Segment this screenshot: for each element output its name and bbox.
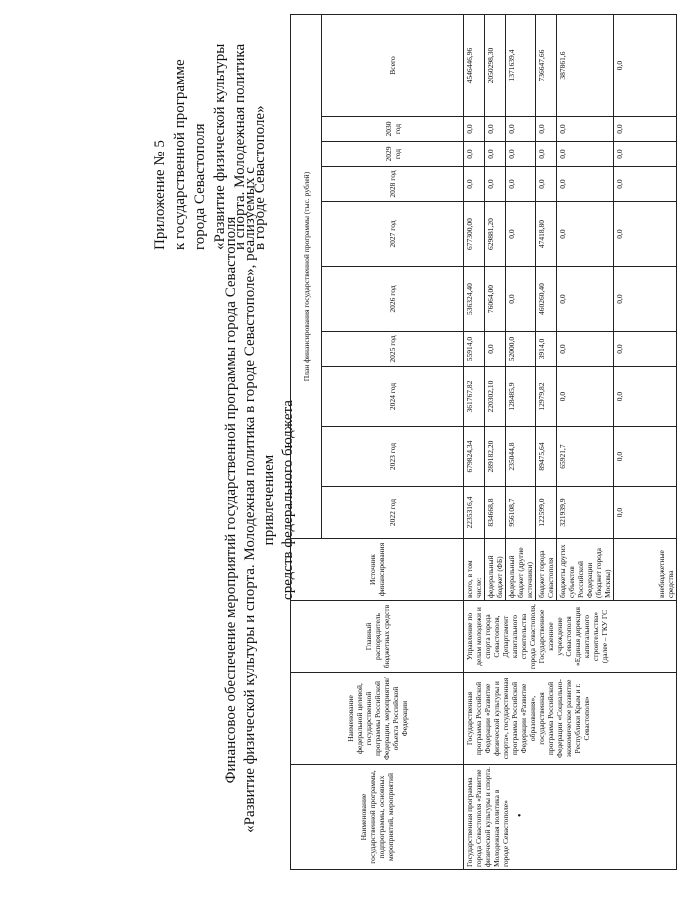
total-cell: 0,0 bbox=[614, 14, 677, 116]
title-line: средств федерального бюджета bbox=[280, 400, 296, 600]
value-cell: 89475,64 bbox=[536, 427, 557, 487]
value-cell: 460260,40 bbox=[536, 267, 557, 332]
header-year: 2025 год bbox=[322, 332, 464, 367]
value-cell: 0,0 bbox=[557, 142, 614, 167]
source-cell: федеральный бюджет (ФБ) bbox=[485, 539, 506, 601]
value-cell: 0,0 bbox=[614, 117, 677, 142]
value-cell: 0,0 bbox=[506, 267, 536, 332]
value-cell: 3914,0 bbox=[536, 332, 557, 367]
header-year: 2024 год bbox=[322, 367, 464, 427]
value-cell: 0,0 bbox=[557, 332, 614, 367]
value-cell: 235044,8 bbox=[506, 427, 536, 487]
value-cell: 0,0 bbox=[614, 367, 677, 427]
value-cell: 0,0 bbox=[614, 267, 677, 332]
value-cell: 0,0 bbox=[485, 332, 506, 367]
value-cell: 0,0 bbox=[614, 167, 677, 202]
value-cell: 0,0 bbox=[506, 202, 536, 267]
bullet-mark: • bbox=[515, 813, 526, 817]
value-cell: 0,0 bbox=[506, 167, 536, 202]
header-source: Источник финансирования bbox=[291, 539, 464, 601]
total-cell: 387861,6 bbox=[557, 14, 614, 116]
value-cell: 0,0 bbox=[485, 167, 506, 202]
value-cell: 361767,82 bbox=[464, 367, 485, 427]
financing-table bbox=[290, 14, 677, 870]
value-cell: 220302,10 bbox=[485, 367, 506, 427]
manager-cell: Управление по делам молодежи и спорта города Севастополя, Департамент капитального строительства города Севастополя, Государственное казенное учреждение Севастополя «Единая дирекция капитального строительства» (далее – ГКУ ГС bbox=[464, 601, 677, 673]
value-cell: 0,0 bbox=[536, 117, 557, 142]
program-name: Государственная программа города Севастополя «Развитие физической культуры и спорта. Молодежная политика в городе Севастополе» bbox=[465, 766, 510, 867]
value-cell: 289182,20 bbox=[485, 427, 506, 487]
header-year: 2026 год bbox=[322, 267, 464, 332]
appendix-line: и спорта. Молодежная политика bbox=[232, 43, 248, 250]
table-row bbox=[464, 14, 485, 869]
value-cell: 65921,7 bbox=[557, 427, 614, 487]
value-cell: 0,0 bbox=[614, 202, 677, 267]
value-cell: 52000,0 bbox=[506, 332, 536, 367]
appendix-line: «Развитие физической культуры bbox=[212, 43, 228, 250]
value-cell: 12979,82 bbox=[536, 367, 557, 427]
document-title bbox=[222, 135, 298, 865]
program-name-cell bbox=[464, 765, 677, 870]
value-cell: 0,0 bbox=[557, 167, 614, 202]
value-cell: 0,0 bbox=[614, 487, 677, 539]
value-cell: 0,0 bbox=[464, 117, 485, 142]
total-cell: 736647,66 bbox=[536, 14, 557, 116]
total-cell: 4546446,96 bbox=[464, 14, 485, 116]
title-line: Финансовое обеспечение мероприятий государственной программы города Севастополя bbox=[223, 216, 239, 784]
value-cell: 0,0 bbox=[614, 332, 677, 367]
value-cell: 321939,9 bbox=[557, 487, 614, 539]
value-cell: 0,0 bbox=[557, 117, 614, 142]
header-year: 2030 год bbox=[322, 117, 464, 142]
value-cell: 0,0 bbox=[464, 167, 485, 202]
value-cell: 122599,0 bbox=[536, 487, 557, 539]
value-cell: 0,0 bbox=[557, 202, 614, 267]
value-cell: 536324,40 bbox=[464, 267, 485, 332]
federal-program-cell: Государственная программа Российской Федерации «Развитие физической культуры и спорта», государственная программа Российской Федерации «Развитие образования», государственная программа Российской Федерации «Социально-экономическое развитие Республики Крым и г. Севастополя» bbox=[464, 673, 677, 765]
header-year: 2029 год bbox=[322, 142, 464, 167]
value-cell: 956108,7 bbox=[506, 487, 536, 539]
header-name: Наименование государственной программы, подпрограммы, основных мероприятий, мероприятий bbox=[291, 765, 464, 870]
source-cell: всего, в том числе: bbox=[464, 539, 485, 601]
appendix-line: в городе Севастополе» bbox=[252, 105, 268, 250]
value-cell: 0,0 bbox=[536, 167, 557, 202]
value-cell: 0,0 bbox=[464, 142, 485, 167]
value-cell: 834668,8 bbox=[485, 487, 506, 539]
value-cell: 128485,9 bbox=[506, 367, 536, 427]
value-cell: 0,0 bbox=[614, 142, 677, 167]
value-cell: 0,0 bbox=[506, 142, 536, 167]
value-cell: 2235316,4 bbox=[464, 487, 485, 539]
header-plan: План финансирования государственной программы (тыс. рублей) bbox=[291, 14, 322, 538]
value-cell: 47418,80 bbox=[536, 202, 557, 267]
appendix-line: к государственной программе bbox=[172, 59, 188, 250]
total-cell: 2050298,30 bbox=[485, 14, 506, 116]
header-total: Всего bbox=[322, 14, 464, 116]
value-cell: 0,0 bbox=[485, 142, 506, 167]
value-cell: 677300,00 bbox=[464, 202, 485, 267]
header-year: 2028 год bbox=[322, 167, 464, 202]
header-manager: Главный распорядитель бюджетных средств bbox=[291, 601, 464, 673]
header-year: 2023 год bbox=[322, 427, 464, 487]
value-cell: 679824,34 bbox=[464, 427, 485, 487]
header-federal-program: Наименование федеральной целевой, государственной программы Российской Федерации, мероприятия/объекта Российской Федерации bbox=[291, 673, 464, 765]
value-cell: 0,0 bbox=[557, 267, 614, 332]
source-cell: внебюджетные средства bbox=[614, 539, 677, 601]
appendix-line: города Севастополя bbox=[192, 123, 208, 250]
value-cell: 629881,20 bbox=[485, 202, 506, 267]
header-year: 2027 год bbox=[322, 202, 464, 267]
title-line: «Развитие физической культуры и спорта. Молодежная политика в городе Севастополе», реализуемых с привлечением bbox=[242, 167, 277, 833]
value-cell: 76064,00 bbox=[485, 267, 506, 332]
header-year: 2022 год bbox=[322, 487, 464, 539]
value-cell: 0,0 bbox=[557, 367, 614, 427]
appendix-line: Приложение № 5 bbox=[152, 140, 168, 250]
header-row bbox=[291, 14, 322, 869]
value-cell: 0,0 bbox=[485, 117, 506, 142]
source-cell: бюджеты других субъектов Российской Федерации (бюджет города Москвы) bbox=[557, 539, 614, 601]
source-cell: федеральный бюджет (другие источники) bbox=[506, 539, 536, 601]
value-cell: 0,0 bbox=[614, 427, 677, 487]
value-cell: 0,0 bbox=[536, 142, 557, 167]
source-cell: бюджет города Севастополя bbox=[536, 539, 557, 601]
total-cell: 1371639,4 bbox=[506, 14, 536, 116]
value-cell: 55914,0 bbox=[464, 332, 485, 367]
value-cell: 0,0 bbox=[506, 117, 536, 142]
